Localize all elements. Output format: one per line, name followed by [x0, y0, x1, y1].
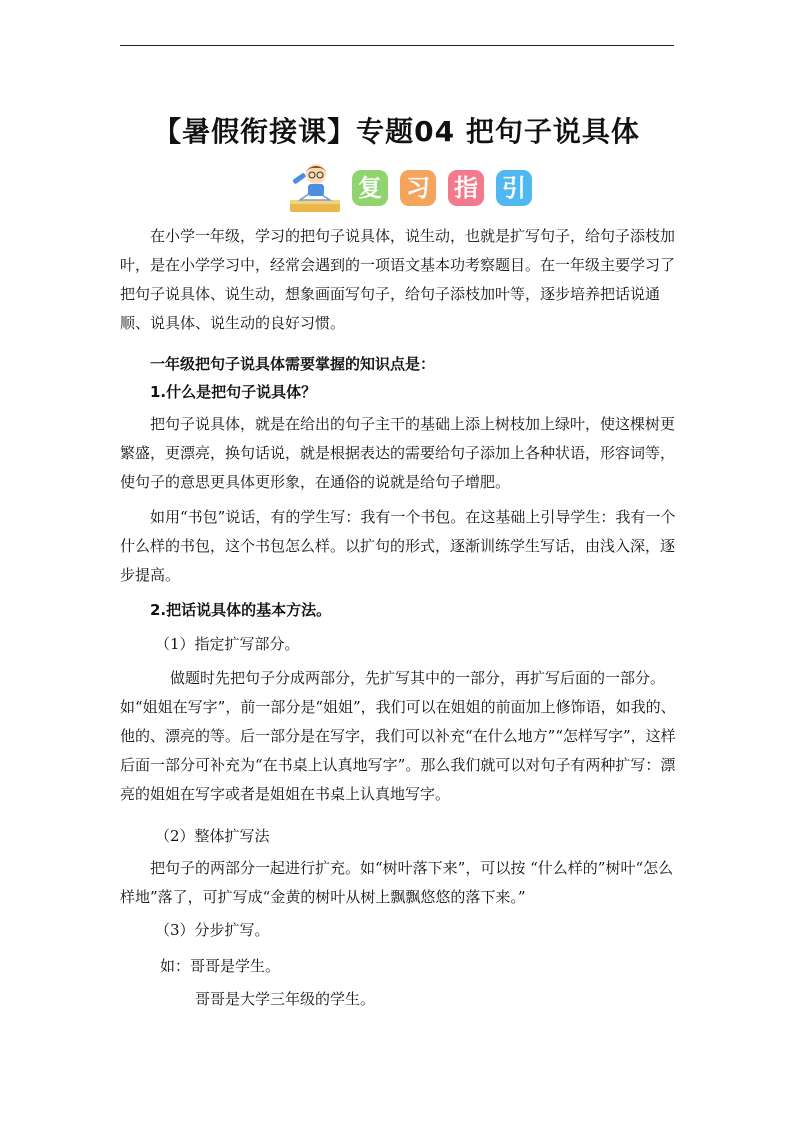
header-rule — [120, 45, 674, 46]
review-guide-banner — [286, 160, 556, 216]
method-1-text: 做题时先把句子分成两部分，先扩写其中的一部分，再扩写后面的一部分。如“姐姐在写字”，前一部分是“姐姐”，我们可以在姐姐的前面加上修饰语，如我的、他的、漂亮的等。后一部分是在写字，我们可以补充“在什么地方”“怎样写字”，这样后面一部分可补充为“在书桌上认真地写字”。那么我们就可以对句子有两种扩写：漂亮的姐姐在写字或者是姐姐在书桌上认真地写字。 — [120, 669, 676, 803]
method-2-label: （2）整体扩写法 — [155, 827, 270, 845]
section-1-paragraph-2: 如用“书包”说话，有的学生写：我有一个书包。在这基础上引导学生：我有一个什么样的书包，这个书包怎么样。以扩句的形式，逐渐训练学生写话，由浅入深，逐步提高。 — [120, 508, 676, 584]
method-2-text: 把句子的两部分一起进行扩充。如“树叶落下来”，可以按 “什么样的”树叶“怎么样地”落了，可扩写成“金黄的树叶从树上飘飘悠悠的落下来。” — [120, 859, 674, 906]
intro-paragraph: 在小学一年级，学习的把句子说具体，说生动，也就是扩写句子，给句子添枝加叶，是在小学学习中，经常会遇到的一项语文基本功考察题目。在一年级主要学习了把句子说具体、说生动，想象画面写句子，给句子添枝加叶等，逐步培养把话说通顺、说具体、说生动的良好习惯。 — [120, 227, 676, 332]
banner-char-fu: 复 — [352, 170, 388, 206]
section-2-heading: 2.把话说具体的基本方法。 — [150, 601, 332, 619]
method-3-example-1: 如：哥哥是学生。 — [160, 957, 281, 975]
banner-char-yin: 引 — [496, 170, 532, 206]
page-title: 【暑假衔接课】专题04 把句子说具体 — [153, 115, 640, 148]
method-3-label: （3）分步扩写。 — [155, 921, 270, 939]
banner-char-zhi: 指 — [448, 170, 484, 206]
student-reading-icon — [286, 160, 346, 216]
method-3-example-2: 哥哥是大学三年级的学生。 — [195, 990, 376, 1008]
section-1-heading: 1.什么是把句子说具体？ — [150, 383, 317, 401]
method-1-label: （1）指定扩写部分。 — [155, 635, 300, 653]
banner-char-xi: 习 — [400, 170, 436, 206]
section-1-paragraph-1: 把句子说具体，就是在给出的句子主干的基础上添上树枝加上绿叶，使这棵树更繁盛，更漂亮，换句话说，就是根据表达的需要给句子添加上各种状语，形容词等，使句子的意思更具体更形象，在通俗的说就是给句子增肥。 — [120, 415, 676, 491]
knowledge-heading: 一年级把句子说具体需要掌握的知识点是： — [150, 355, 436, 373]
